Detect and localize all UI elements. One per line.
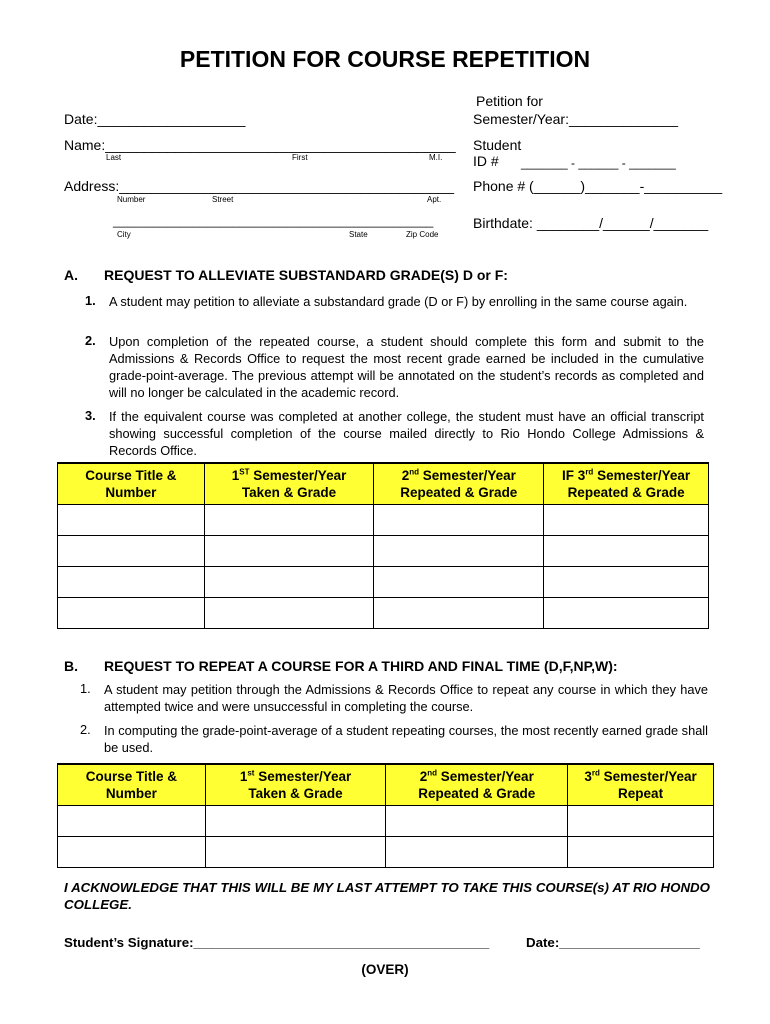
section-a-header-third: IF 3rd Semester/Year Repeated & Grade bbox=[544, 463, 709, 504]
section-b-item-1-num: 1. bbox=[80, 681, 91, 696]
section-a-header-first: 1ST Semester/Year Taken & Grade bbox=[204, 463, 374, 504]
section-b-item-2-num: 2. bbox=[80, 722, 91, 737]
section-a-letter: A. bbox=[64, 267, 78, 283]
section-b-header-third: 3rd Semester/Year Repeat bbox=[568, 764, 714, 805]
address-field[interactable]: Address:___________________________________________ bbox=[64, 178, 455, 194]
table-cell[interactable] bbox=[58, 504, 205, 535]
section-a-item-1-num: 1. bbox=[85, 293, 96, 308]
table-cell[interactable] bbox=[568, 836, 714, 867]
table-cell[interactable] bbox=[374, 504, 544, 535]
section-b-header-course: Course Title & Number bbox=[58, 764, 206, 805]
section-a-table bbox=[57, 462, 709, 629]
section-a-item-3: If the equivalent course was completed at another college, the student must have an official transcript showing successful completion of the course mailed directly to Rio Hondo College Admissions & Records Office. bbox=[109, 409, 704, 458]
table-cell[interactable] bbox=[544, 535, 709, 566]
address-street-caption: Street bbox=[212, 195, 234, 204]
table-cell[interactable] bbox=[204, 597, 374, 628]
acknowledgement-text: I ACKNOWLEDGE THAT THIS WILL BE MY LAST ATTEMPT TO TAKE THIS COURSE(s) AT RIO HONDO COLLEGE. bbox=[64, 880, 710, 912]
address-city-caption: City bbox=[117, 230, 131, 239]
section-a-heading: REQUEST TO ALLEVIATE SUBSTANDARD GRADE(S) D or F: bbox=[104, 267, 508, 283]
petition-for-label: Petition for bbox=[476, 93, 543, 109]
birthdate-field[interactable]: Birthdate: ________/______/_______ bbox=[473, 215, 709, 231]
address-line2-field[interactable]: ________________________________________________ bbox=[113, 214, 434, 228]
section-b-heading: REQUEST TO REPEAT A COURSE FOR A THIRD AND FINAL TIME (D,F,NP,W): bbox=[104, 658, 618, 674]
section-b-header-first: 1st Semester/Year Taken & Grade bbox=[205, 764, 386, 805]
signature-field[interactable]: Student’s Signature:________________________________________ bbox=[64, 935, 490, 950]
student-id-field[interactable]: _______ - ______ - _______ bbox=[521, 156, 676, 170]
table-cell[interactable] bbox=[204, 504, 374, 535]
table-cell[interactable] bbox=[204, 535, 374, 566]
section-a-header-second: 2nd Semester/Year Repeated & Grade bbox=[374, 463, 544, 504]
table-row bbox=[58, 836, 714, 867]
section-b-item-2: In computing the grade-point-average of a student repeating courses, the most recently earned grade shall be used. bbox=[104, 723, 708, 755]
section-b-letter: B. bbox=[64, 658, 78, 674]
page-title: PETITION FOR COURSE REPETITION bbox=[179, 46, 591, 72]
address-number-caption: Number bbox=[117, 195, 146, 204]
name-field[interactable]: Name:_____________________________________________ bbox=[64, 137, 456, 153]
table-row bbox=[58, 597, 709, 628]
semester-year-field[interactable]: Semester/Year:______________ bbox=[473, 111, 678, 127]
table-cell[interactable] bbox=[58, 566, 205, 597]
over-label: (OVER) bbox=[361, 962, 409, 977]
student-id-label: Student bbox=[473, 137, 522, 153]
table-cell[interactable] bbox=[374, 597, 544, 628]
table-cell[interactable] bbox=[58, 836, 206, 867]
address-apt-caption: Apt. bbox=[427, 195, 442, 204]
table-cell[interactable] bbox=[544, 597, 709, 628]
signature-date-field[interactable]: Date:___________________ bbox=[526, 935, 700, 950]
table-cell[interactable] bbox=[386, 836, 568, 867]
section-a-item-2-num: 2. bbox=[85, 333, 96, 348]
table-cell[interactable] bbox=[374, 566, 544, 597]
date-field[interactable]: Date:___________________ bbox=[64, 111, 246, 127]
table-cell[interactable] bbox=[568, 805, 714, 836]
name-first-caption: First bbox=[292, 153, 308, 162]
phone-field[interactable]: Phone # (______)_______-__________ bbox=[473, 178, 723, 194]
name-mi-caption: M.I. bbox=[429, 153, 443, 162]
student-id-label-2: ID # bbox=[473, 153, 499, 169]
section-a-item-3-num: 3. bbox=[85, 408, 96, 423]
table-cell[interactable] bbox=[544, 566, 709, 597]
address-state-caption: State bbox=[349, 230, 368, 239]
section-a-header-course: Course Title & Number bbox=[58, 463, 205, 504]
table-row bbox=[58, 535, 709, 566]
name-last-caption: Last bbox=[106, 153, 122, 162]
table-cell[interactable] bbox=[58, 805, 206, 836]
table-row bbox=[58, 504, 709, 535]
address-zip-caption: Zip Code bbox=[406, 230, 439, 239]
table-row bbox=[58, 566, 709, 597]
table-cell[interactable] bbox=[374, 535, 544, 566]
table-cell[interactable] bbox=[386, 805, 568, 836]
section-a-item-2: Upon completion of the repeated course, a student should complete this form and submit to the Admissions & Records Office to request the most recent grade earned be included in the cumulative grade-point-average. The previous attempt will be annotated on the student’s records as completed and will no longer be calculated in the academic record. bbox=[109, 334, 704, 400]
table-cell[interactable] bbox=[544, 504, 709, 535]
table-cell[interactable] bbox=[204, 566, 374, 597]
section-b-table bbox=[57, 763, 714, 868]
section-a-item-1: A student may petition to alleviate a substandard grade (D or F) by enrolling in the same course again. bbox=[109, 294, 688, 309]
table-row bbox=[58, 805, 714, 836]
table-cell[interactable] bbox=[205, 805, 386, 836]
table-cell[interactable] bbox=[205, 836, 386, 867]
section-b-item-1: A student may petition through the Admissions & Records Office to repeat any course in which they have attempted twice and were unsuccessful in completing the course. bbox=[104, 682, 708, 714]
table-cell[interactable] bbox=[58, 597, 205, 628]
table-cell[interactable] bbox=[58, 535, 205, 566]
section-b-header-second: 2nd Semester/Year Repeated & Grade bbox=[386, 764, 568, 805]
